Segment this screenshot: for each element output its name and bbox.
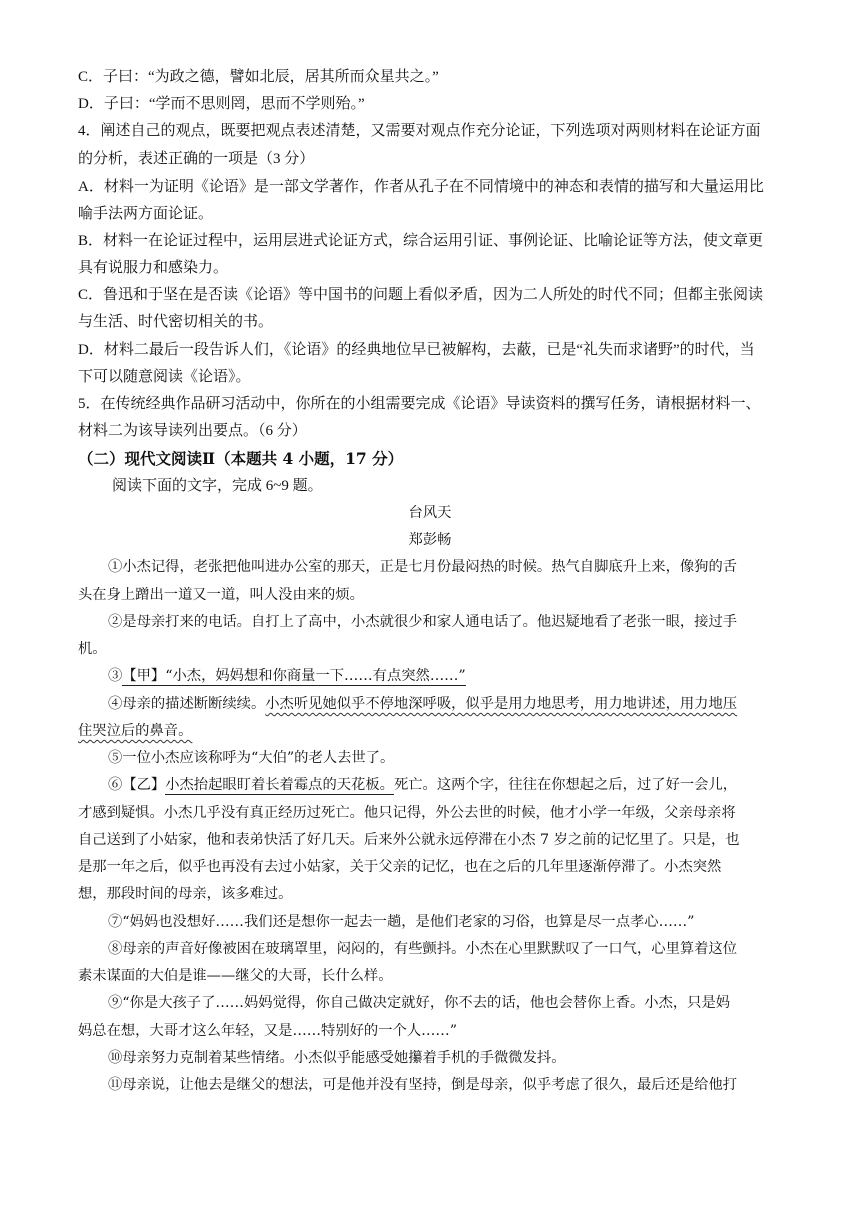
paragraph-7: ⑦“妈妈也没想好……我们还是想你一起去一趟，是他们老家的习俗，也算是尽一点孝心……” (108, 914, 695, 930)
q4-option-b-line-2: 具有说服力和感染力。 (78, 260, 229, 276)
paragraph-6-number: ⑥ (108, 777, 123, 793)
paragraph-9-line-1: ⑨“你是大孩子了……妈妈觉得，你自己做决定就好，你不去的话，他也会替你上香。小杰，只是妈 (108, 995, 731, 1011)
paragraph-8-line-1: ⑧母亲的声音好像被困在玻璃罩里，闷闷的，有些颤抖。小杰在心里默默叹了一口气，心里算着这位 (108, 941, 738, 957)
paragraph-6-line-4: 是那一年之后，似乎也再没有去过小姑家，关于父亲的记忆，也在之后的几年里逐渐停滞了。小杰突然 (78, 859, 722, 875)
paragraph-10: ⑩母亲努力克制着某些情绪。小杰似乎能感受她攥着手机的手微微发抖。 (108, 1050, 566, 1066)
paragraph-4-lead: ④母亲的描述断断续续。 (108, 696, 266, 712)
passage-author: 郑彭畅 (408, 532, 452, 548)
paragraph-6-rest: 死亡。这两个字，往往在你想起之后，过了好一会儿， (393, 777, 738, 793)
paragraph-3 (108, 666, 466, 686)
paragraph-9-line-2: 妈总在想，大哥才这么年轻，又是……特别好的一个人……” (78, 1023, 458, 1039)
underlined-sentence-yi: 小杰抬起眼盯着长着霉点的天花板。 (165, 777, 394, 793)
paragraph-6-line-2: 才感到疑惧。小杰几乎没有真正经历过死亡。他只记得，外公去世的时候，他才小学一年级，父亲母亲将 (78, 805, 736, 821)
passage-title: 台风天 (408, 505, 452, 521)
paragraph-8-line-2: 素未谋面的大伯是谁——继父的大哥，长什么样。 (78, 968, 393, 984)
paragraph-1-line-2: 头在身上蹭出一道又一道，叫人没由来的烦。 (78, 587, 364, 603)
q4-stem-line-2: 的分析，表述正确的一项是（3 分） (78, 151, 315, 167)
paragraph-3-number: ③ (108, 668, 123, 684)
paragraph-6-line-1 (108, 775, 737, 795)
paragraph-4-line-1 (108, 694, 737, 714)
underlined-quote-jia: “小杰，妈妈想和你商量一下……有点突然……” (165, 668, 466, 684)
reading-instruction: 阅读下面的文字，完成 6~9 题。 (112, 478, 323, 494)
q5-line-1: 5．在传统经典作品研习活动中，你所在的小组需要完成《论语》导读资料的撰写任务，请根据材料一、 (78, 396, 761, 412)
q3-option-d: D．子曰：“学而不思则罔，思而不学则殆。” (78, 96, 365, 112)
q4-stem-line-1: 4．阐述自己的观点，既要把观点表述清楚，又需要对观点作充分论证，下列选项对两则材料在论证方面 (78, 123, 761, 139)
paragraph-4-line-2 (78, 721, 192, 741)
wavy-underlined-text-1: 小杰听见她似乎不停地深呼吸，似乎是用力地思考，用力地讲述，用力地压 (265, 696, 738, 712)
paragraph-6-line-3: 自己送到了小姑家，他和表弟快活了好几天。后来外公就永远停滞在小杰 7 岁之前的记忆里了。只是，也 (78, 832, 740, 848)
marker-jia: 【甲】“小杰，妈妈想和你商量一下……有点突然……” (122, 668, 466, 684)
marker-yi: 【乙】 (122, 777, 166, 793)
q4-option-d-line-2: 下可以随意阅读《论语》。 (78, 369, 251, 385)
wavy-underlined-text-2: 住哭泣后的鼻音。 (78, 723, 193, 739)
paragraph-11-line-1: ⑪母亲说，让他去是继父的想法，可是他并没有坚持，倒是母亲，似乎考虑了很久，最后还是给他打 (108, 1077, 738, 1093)
paragraph-5: ⑤一位小杰应该称呼为“大伯”的老人去世了。 (108, 750, 395, 766)
paragraph-6-line-5: 想，那段时间的母亲，该多难过。 (78, 886, 293, 902)
paragraph-1-line-1: ①小杰记得，老张把他叫进办公室的那天，正是七月份最闷热的时候。热气自脚底升上来，像狗的舌 (108, 559, 738, 575)
paragraph-2-line-2: 机。 (78, 641, 107, 657)
q4-option-a-line-2: 喻手法两方面论证。 (78, 206, 214, 222)
paragraph-2-line-1: ②是母亲打来的电话。自打上了高中，小杰就很少和家人通电话了。他迟疑地看了老张一眼，接过手 (108, 614, 738, 630)
q5-line-2: 材料二为该导读列出要点。（6 分） (78, 423, 307, 439)
q4-option-b-line-1: B．材料一在论证过程中，运用层进式论证方式，综合运用引证、事例论证、比喻论证等方法，使文章更 (78, 233, 764, 249)
section-heading: （二）现代文阅读Ⅱ（本题共 4 小题，17 分） (78, 449, 404, 468)
q4-option-a-line-1: A．材料一为证明《论语》是一部文学著作，作者从孔子在不同情境中的神态和表情的描写和大量运用比 (78, 179, 764, 195)
q3-option-c: C．子曰：“为政之德，譬如北辰，居其所而众星共之。” (78, 69, 439, 85)
q4-option-c-line-1: C．鲁迅和于坚在是否读《论语》等中国书的问题上看似矛盾，因为二人所处的时代不同；但都主张阅读 (78, 287, 764, 303)
q4-option-d-line-1: D．材料二最后一段告诉人们，《论语》的经典地位早已被解构，去蔽，已是“礼失而求诸野”的时代，当 (78, 342, 755, 358)
q4-option-c-line-2: 与生活、时代密切相关的书。 (78, 314, 274, 330)
